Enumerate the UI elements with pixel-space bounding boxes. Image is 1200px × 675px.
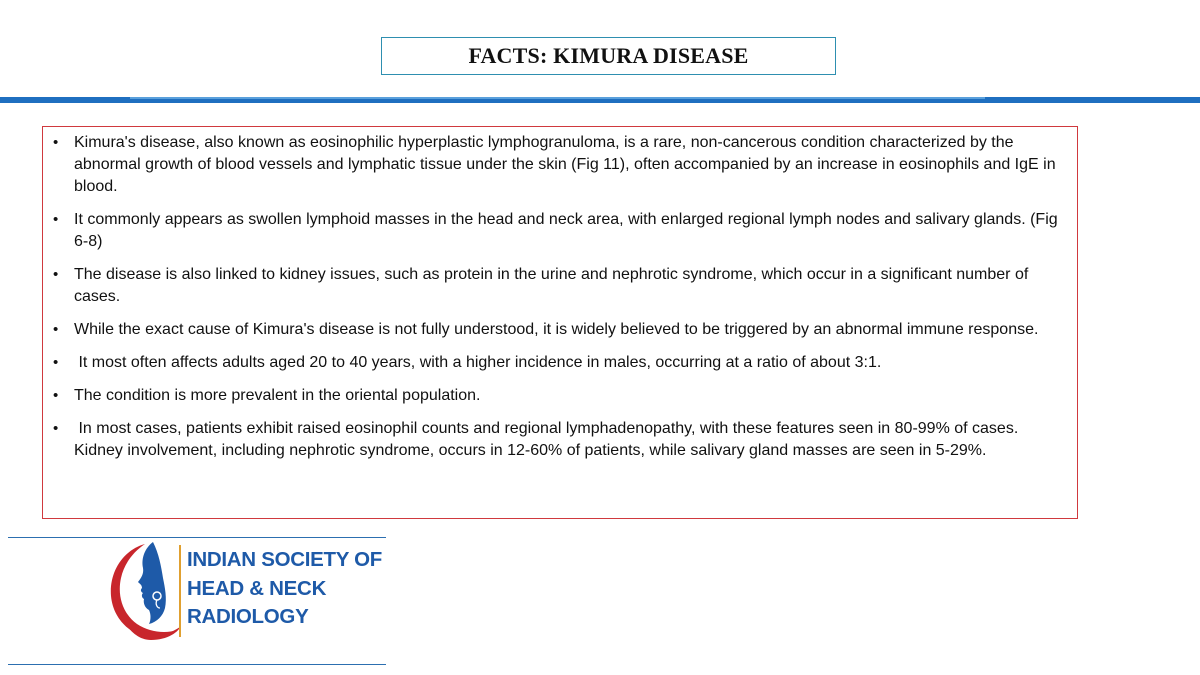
- society-logo-icon: [105, 538, 185, 642]
- bullet-icon: •: [53, 354, 59, 371]
- bullet-icon: •: [53, 420, 59, 437]
- logo-divider-bottom: [8, 664, 386, 665]
- list-item: [53, 352, 1063, 374]
- bullet-icon: •: [53, 211, 59, 228]
- society-name-line-2: HEAD & NECK: [187, 576, 327, 600]
- list-item: [53, 385, 1063, 407]
- logo-divider-top: [8, 537, 386, 538]
- list-item: [53, 319, 1063, 341]
- bullet-icon: •: [53, 134, 59, 151]
- slide-title-box: [381, 37, 836, 75]
- slide-title: FACTS: KIMURA DISEASE: [468, 43, 749, 68]
- header-divider-highlight: [130, 97, 985, 99]
- list-item: [53, 418, 1063, 462]
- bullet-icon: •: [53, 266, 59, 283]
- bullet-icon: •: [53, 387, 59, 404]
- list-item: [53, 209, 1063, 253]
- list-item: [53, 132, 1063, 198]
- fact-text: The condition is more prevalent in the oriental population.: [74, 387, 481, 404]
- society-name: [187, 546, 382, 632]
- society-name-line-1: INDIAN SOCIETY OF: [187, 548, 382, 571]
- society-name-line-3: RADIOLOGY: [187, 605, 309, 628]
- fact-text: It commonly appears as swollen lymphoid masses in the head and neck area, with enlarged regional lymph nodes and salivary glands. (Fig 6-8): [74, 211, 1058, 250]
- logo-profile-shape: [138, 542, 166, 624]
- fact-text: While the exact cause of Kimura's disease is not fully understood, it is widely believed to be triggered by an abnormal immune response.: [74, 321, 1039, 338]
- fact-text: In most cases, patients exhibit raised eosinophil counts and regional lymphadenopathy, with these features seen in 80-99% of cases. Kidney involvement, including nephrotic syndrome, occurs in 12-60% of patients, while salivary gland masses are seen in 5-29%.: [74, 420, 1023, 459]
- list-item: [53, 264, 1063, 308]
- bullet-icon: •: [53, 321, 59, 338]
- fact-text: Kimura's disease, also known as eosinophilic hyperplastic lymphogranuloma, is a rare, non-cancerous condition characterized by the abnormal growth of blood vessels and lymphatic tissue under the skin (Fig 11), often accompanied by an increase in eosinophils and IgE in blood.: [74, 134, 1056, 195]
- logo-separator: [179, 545, 181, 637]
- fact-text: It most often affects adults aged 20 to 40 years, with a higher incidence in males, occurring at a ratio of about 3:1.: [74, 354, 882, 371]
- facts-panel: [42, 126, 1078, 519]
- fact-text: The disease is also linked to kidney issues, such as protein in the urine and nephrotic syndrome, which occur in a significant number of cases.: [74, 266, 1029, 305]
- facts-list: [53, 132, 1063, 462]
